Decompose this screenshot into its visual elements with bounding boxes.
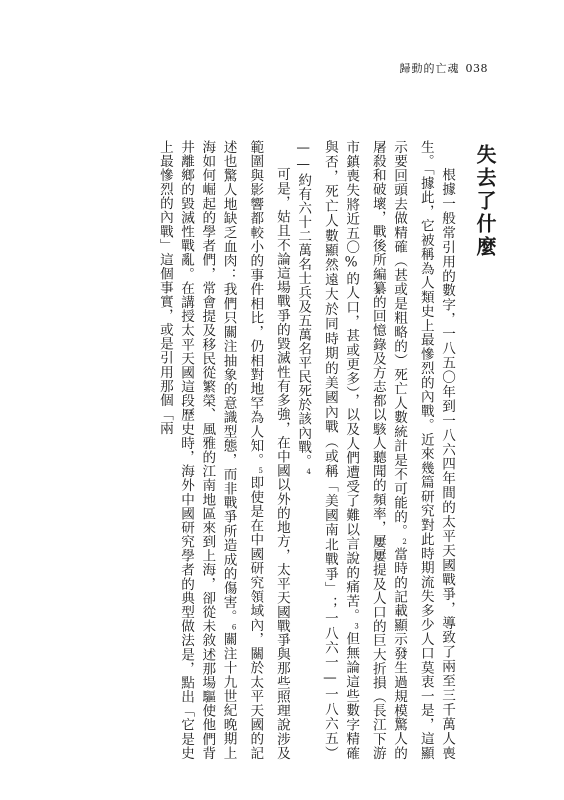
footnote-ref-6[interactable]: 6 bbox=[230, 623, 239, 632]
para-2-text-3: 關注十九世紀晚期上海如何崛起的學者們，常會提及移民從繁榮、風雅的江南地區來到上海，卻從未敘述那場驅使他們背井離鄉的毀滅性戰亂。在講授太平天國這段歷史時，海外中國研究學者的典型做法是，點出「它是史上最慘烈的內戰」這個事實，或是引用那個「兩 bbox=[156, 140, 237, 760]
section-title: 失去了什麼 bbox=[473, 144, 497, 259]
footnote-ref-3[interactable]: 3 bbox=[352, 622, 361, 632]
footnote-ref-2[interactable]: 2 bbox=[400, 538, 409, 547]
paragraph-1 bbox=[292, 140, 457, 760]
para-1-text-1: 根據一般常引用的數字，一八五〇年到一八六四年間的太平天國戰爭，導致了兩至三千萬人喪生。「據此，它被稱為人類史上最慘烈的內戰。近來幾篇研究對此時期流失多少人口莫衷一是，這顯示要回頭去做精確（甚或是粗略的）死亡人數統計是不可能的。 bbox=[391, 140, 455, 760]
page-number: 038 bbox=[465, 62, 488, 75]
footnote-ref-5[interactable]: 5 bbox=[256, 467, 265, 476]
running-header bbox=[400, 60, 489, 76]
para-1-text-2: 當時的記載顯示發生過規模驚人的屠殺和破壞，戰後所編纂的回憶錄及方志都以駭人聽聞的頻率，屢屢提及人口的巨大折損（長江下游市鎮喪失將近五〇%的人口，甚或更多），以及人們遭受了難以言說的痛苦。 bbox=[343, 140, 408, 760]
body-text bbox=[70, 140, 500, 760]
footnote-ref-4[interactable]: 4 bbox=[304, 467, 313, 477]
para-2-text-2: 即使是在中國研究領域內，關於太平天國的記述也驚人地缺乏血肉：我們只關注抽象的意識型態，而非戰爭所造成的傷害。 bbox=[220, 140, 264, 760]
para-2-text-1: 可是，姑且不論這場戰爭的毀滅性有多強，在中國以外的地方，太平天國戰爭與那些照理說涉及範圍與影響都較小的事件相比，仍相對地罕為人知。 bbox=[247, 140, 290, 760]
para-1-text-3: 但無論這些數字精確與否，死亡人數顯然遠大於同時期的美國內戰（或稱「美國南北戰爭」；一八六一—一八六五）——約有六十二萬名士兵及五萬名平民死於該內戰。 bbox=[295, 140, 360, 760]
paragraph-2 bbox=[154, 140, 292, 760]
running-title: 歸動的亡魂 bbox=[399, 62, 460, 75]
